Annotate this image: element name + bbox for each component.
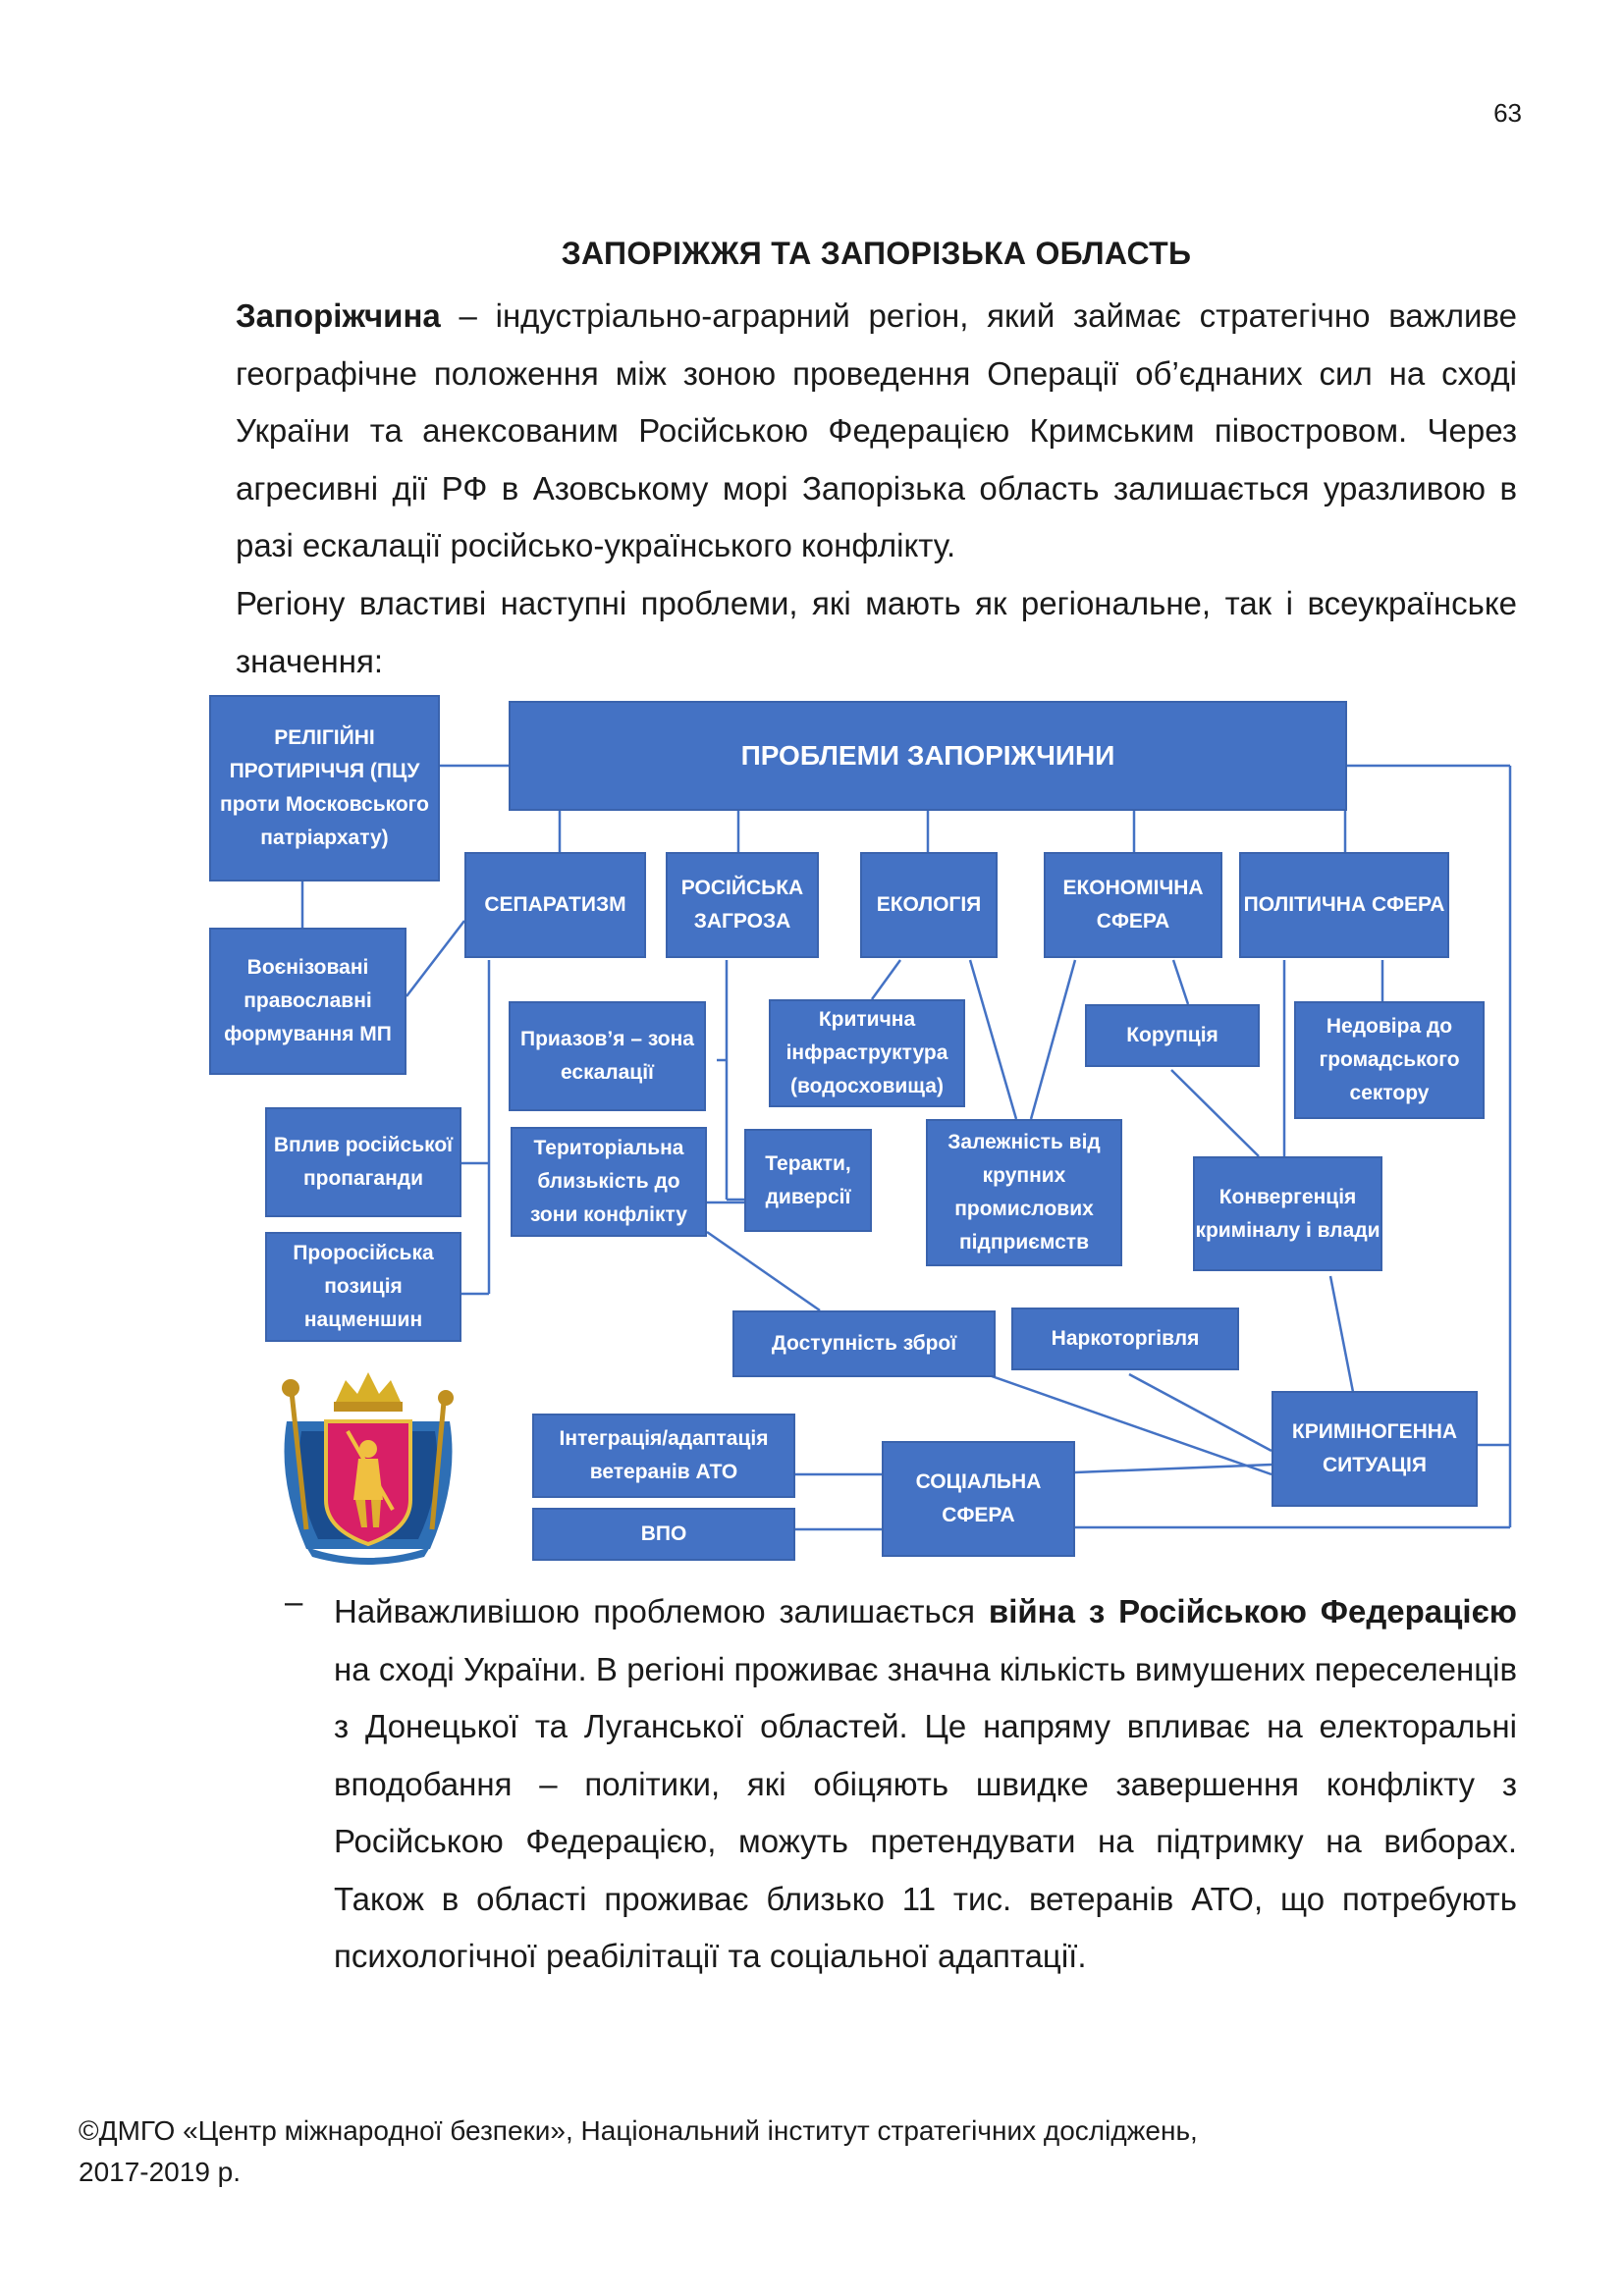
drugs-box: Наркоторгівля <box>1011 1308 1239 1370</box>
social-box: СОЦІАЛЬНА СФЕРА <box>882 1441 1075 1557</box>
footer <box>79 2110 1198 2193</box>
idp-box: ВПО <box>532 1508 795 1561</box>
criminal-box: КРИМІНОГЕННА СИТУАЦІЯ <box>1272 1391 1478 1507</box>
bullet-rest: на сході України. В регіоні проживає значна кількість вимушених переселенців з Донецької та Луганської областей. Це напряму впливає на електоральні вподобання – політики, які обіцяють швидке завершення конфлікту з Російською Федерацією, можуть претендувати на підтримку на виборах. Також в області проживає близько 11 тис. ветеранів АТО, що потребують психологічної реабілітації та соціальної адаптації. <box>334 1650 1517 1974</box>
pryazovia-box: Приазов’я – зона ескалації <box>509 1001 706 1111</box>
russian-threat-box: РОСІЙСЬКА ЗАГРОЗА <box>666 852 819 958</box>
page-number: 63 <box>1493 98 1522 128</box>
politics-box: ПОЛІТИЧНА СФЕРА <box>1239 852 1449 958</box>
economy-box: ЕКОНОМІЧНА СФЕРА <box>1044 852 1222 958</box>
intro-text: – індустріально-аграрний регіон, який займає стратегічно важливе географічне положення між зоною проведення Операції об’єднаних сил на сході України та анексованим Російською Федерацією Кримським півостровом. Через агресивні дії РФ в Азовському морі Запорізька область залишається уразливою в разі ескалації російсько-українського конфлікту. <box>236 297 1517 563</box>
separatism-box: СЕПАРАТИЗМ <box>464 852 646 958</box>
propaganda-box: Вплив російської пропаганди <box>265 1107 461 1217</box>
bullet-lead: Найважливішою проблемою залишається <box>334 1593 989 1629</box>
corruption-box: Корупція <box>1085 1004 1260 1067</box>
footer-line-2: 2017-2019 р. <box>79 2157 242 2187</box>
dependence-box: Залежність від крупних промислових підприємств <box>926 1119 1122 1266</box>
terror-box: Теракти, диверсії <box>744 1129 872 1232</box>
zaporizhzhia-coat-of-arms-icon <box>267 1362 469 1565</box>
proximity-box: Територіальна близькість до зони конфлікту <box>511 1127 707 1237</box>
pro-russian-box: Проросійська позиція нацменшин <box>265 1232 461 1342</box>
ecology-box: ЕКОЛОГІЯ <box>860 852 998 958</box>
intro-term: Запоріжчина <box>236 297 441 334</box>
militarized-box: Воєнізовані православні формування МП <box>209 928 406 1075</box>
infrastructure-box: Критична інфраструктура (водосховища) <box>769 999 965 1107</box>
bullet-bold: війна з Російською Федерацією <box>988 1593 1517 1629</box>
intro-paragraph <box>236 288 1517 575</box>
religion-box: РЕЛІГІЙНІ ПРОТИРІЧЧЯ (ПЦУ проти Московського патріархату) <box>209 695 440 881</box>
main-problem-box: ПРОБЛЕМИ ЗАПОРІЖЧИНИ <box>509 701 1347 811</box>
veterans-box: Інтеграція/адаптація ветеранів АТО <box>532 1414 795 1498</box>
bullet-paragraph <box>334 1583 1517 1986</box>
convergence-box: Конвергенція криміналу і влади <box>1193 1156 1382 1271</box>
bullet-dash: – <box>285 1583 303 1620</box>
weapons-box: Доступність зброї <box>732 1310 996 1377</box>
intro-paragraph-2: Регіону властиві наступні проблеми, які мають як регіональне, так і всеукраїнське значення: <box>236 585 1517 679</box>
page-heading: ЗАПОРІЖЖЯ ТА ЗАПОРІЗЬКА ОБЛАСТЬ <box>561 236 1192 271</box>
distrust-box: Недовіра до громадського сектору <box>1294 1001 1485 1119</box>
footer-line-1: ©ДМГО «Центр міжнародної безпеки», Національний інститут стратегічних досліджень, <box>79 2115 1198 2146</box>
